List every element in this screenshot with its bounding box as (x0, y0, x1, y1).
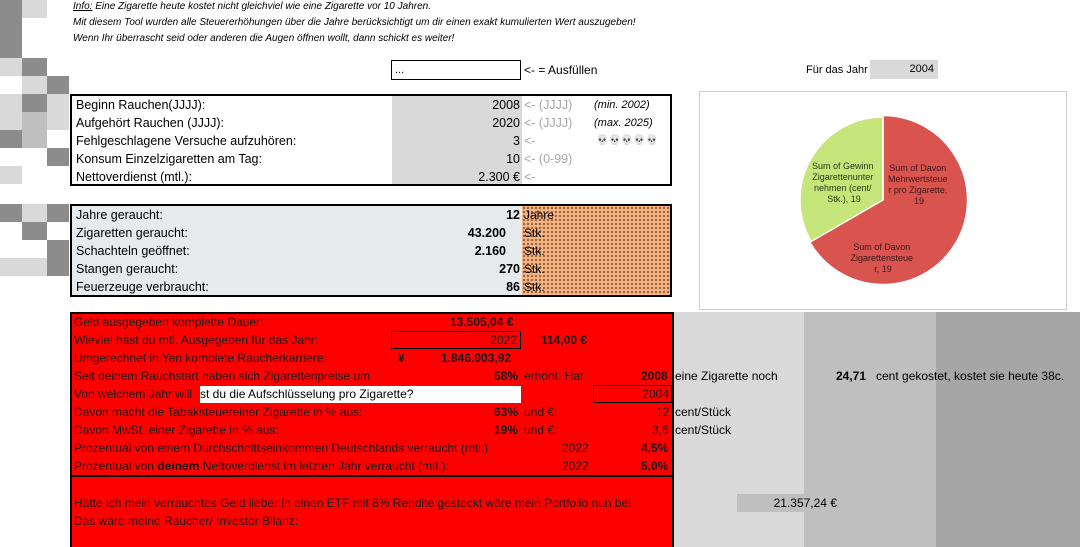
stats-value: 86 (506, 280, 520, 294)
r8-label: Prozentual von einem Durchschnittseinkommen Deutschlands verraucht (mtl.) (74, 441, 489, 455)
decor-cell (22, 58, 47, 76)
pie-chart (700, 92, 1066, 309)
results-divider (70, 475, 674, 477)
stats-value: 2.160 (474, 244, 506, 258)
r9-label-b: deinem (157, 459, 200, 473)
info-text-1: Eine Zigarette heute kostet nicht gleichviel wie eine Zigarette vor 10 Jahren. (95, 1, 431, 12)
gray-column (936, 312, 1080, 547)
decor-cell (0, 94, 22, 130)
decor-cell (0, 0, 22, 58)
decor-cell (22, 222, 47, 240)
r8-pct: 4,5% (641, 441, 669, 455)
input-table (70, 94, 672, 186)
r1-value: 13.505,04 € (450, 315, 514, 329)
r4-tail1: eine Zigarette noch (675, 369, 778, 383)
info-label: Info: (73, 1, 93, 12)
decor-cell (0, 166, 22, 184)
input-hint: <- (0-99) (524, 152, 573, 166)
r6-pct: 63% (494, 405, 519, 419)
stats-value: 43.200 (467, 226, 506, 240)
pie-label-steuer: Sum of Davon Zigarettensteue r, 19 (850, 242, 914, 274)
skull-icons: 💀💀💀💀💀 (596, 135, 659, 146)
r4-year: 2008 (641, 369, 668, 383)
year-select-label: Für das Jahr (806, 64, 868, 76)
r9-year: 2022 (562, 459, 589, 473)
r2-value: 114,00 € (541, 333, 588, 347)
stats-label: Stangen geraucht: (76, 262, 179, 276)
input-label: Fehlgeschlagene Versuche aufzuhören: (76, 134, 297, 148)
stats-table (70, 204, 672, 297)
r7-unit: cent/Stück (675, 423, 732, 437)
r7-label: Davon MwSt. einer Zigarette in % aus: (74, 423, 279, 437)
input-note: (max. 2025) (594, 117, 653, 129)
r2-year: 2022 (490, 333, 517, 347)
r4-tail2: cent gekostet, kostet sie heute 38c. (876, 369, 1065, 383)
input-value-per-day[interactable]: 10 (506, 152, 520, 166)
input-row (72, 132, 670, 150)
year-select-value: 2004 (909, 63, 934, 75)
input-hint: <- (524, 170, 536, 184)
r9-label (74, 457, 449, 475)
decor-cell (0, 258, 47, 276)
pie-chart-panel (699, 91, 1067, 310)
r3-value: 1.846.003,92 (441, 351, 512, 365)
input-value-stop-year[interactable]: 2020 (492, 116, 520, 130)
stats-unit: Stk. (524, 226, 545, 240)
r7-val: 3,6 (652, 423, 669, 437)
etf-value: 21.357,24 € (773, 496, 837, 510)
r3-label: Umgerechnet in Yen komplete Raucherkarriere: (74, 351, 327, 365)
stats-label: Zigaretten geraucht: (76, 226, 188, 240)
r5-question-box (200, 386, 521, 403)
name-input[interactable] (391, 60, 521, 80)
r1-label: Geld ausgegeben komplette Dauer: (74, 315, 264, 329)
r6-val: 12 (656, 405, 670, 419)
decor-cell (22, 204, 47, 222)
r5-year-input[interactable] (593, 385, 672, 403)
stats-unit: Stk. (524, 244, 545, 258)
decor-cell (22, 112, 47, 148)
stats-unit: Stk. (524, 262, 545, 276)
input-row (72, 168, 670, 186)
decor-cell (47, 94, 69, 130)
stats-row (72, 242, 670, 260)
decor-cell (0, 204, 22, 222)
year-select[interactable] (870, 60, 938, 79)
r5-label-b: st du die Aufschlüsselung pro Zigarette? (200, 387, 414, 401)
stats-row (72, 206, 670, 224)
r6-mid: und €: (524, 405, 558, 419)
input-label: Beginn Rauchen(JJJJ): (76, 98, 206, 112)
r6-label: Davon macht die Tabaksteuereiner Zigarette in % aus: (74, 405, 363, 419)
stats-row (72, 278, 670, 296)
decor-cell (47, 148, 69, 166)
input-label: Nettoverdienst (mtl.): (76, 170, 193, 184)
input-value-start-year[interactable]: 2008 (492, 98, 520, 112)
r7-mid: und €: (524, 423, 558, 437)
input-hint: <- (JJJJ) (524, 116, 573, 130)
r8-year: 2022 (562, 441, 589, 455)
input-value-attempts[interactable]: 3 (513, 134, 520, 148)
r6-unit: cent/Stück (675, 405, 732, 419)
stats-value: 12 (506, 208, 520, 222)
decor-cell (22, 0, 47, 18)
decor-cell (0, 58, 22, 76)
stats-label: Schachteln geöffnet: (76, 244, 190, 258)
bilanz-line: Das wäre meine Raucher/ Investor Bilanz: (74, 514, 299, 528)
input-hint: <- (JJJJ) (524, 98, 573, 112)
input-value-income[interactable]: 2.300 € (478, 170, 520, 184)
input-row (72, 96, 670, 114)
stats-label: Jahre geraucht: (76, 208, 163, 222)
info-line-1 (73, 0, 431, 14)
r3-symbol: ¥ (398, 351, 405, 365)
r5-label-a: Von welchem Jahr will (74, 387, 193, 401)
decor-cell (0, 130, 22, 148)
info-line-3: Wenn Ihr überrascht seid oder anderen die Augen öffnen wollt, dann schickt es weiter! (73, 33, 455, 44)
r9-label-a: Prozentual von (74, 459, 158, 473)
input-row (72, 114, 670, 132)
r2-year-input[interactable] (391, 331, 521, 349)
r9-label-c: Nettoverdienst im letzten Jahr verraucht (mtl.): (199, 459, 449, 473)
pie-label-mwst: Sum of Davon Mehrwertsteue r pro Zigarette, 19 (887, 163, 948, 206)
input-hint: <- (524, 134, 536, 148)
stats-unit: Jahre (524, 208, 555, 222)
stats-value: 270 (499, 262, 520, 276)
r4-pct: 58% (494, 369, 519, 383)
etf-line: Hätte ich mein verrauchtes Geld lieber in einen ETF mit 8% Rendite gesteckt wäre mein Portfolio nun bei (74, 496, 631, 510)
input-label: Konsum Einzelzigaretten am Tag: (76, 152, 262, 166)
decor-cell (47, 258, 69, 276)
r5-year: 2004 (642, 387, 669, 401)
stats-unit: Stk. (524, 280, 545, 294)
decor-cell (22, 94, 47, 112)
decor-cell (47, 76, 69, 94)
stats-row (72, 260, 670, 278)
r2-label: Wieviel hast du mtl. Ausgegeben für das Jahr: (74, 333, 319, 347)
r4-label: Seit deinem Rauchstart haben sich Zigarettenpreise um (74, 369, 371, 383)
r7-pct: 19% (494, 423, 519, 437)
input-label: Aufgehört Rauchen (JJJJ): (76, 116, 224, 130)
input-row (72, 150, 670, 168)
r9-pct: 5,0% (641, 459, 669, 473)
r4-cents: 24,71 (836, 369, 867, 383)
name-input-hint: <- = Ausfüllen (524, 63, 598, 77)
decor-cell (47, 204, 69, 222)
decor-cell (47, 240, 69, 258)
info-line-2: Mit diesem Tool wurden alle Steuererhöhungen über die Jahre berücksichtigt um dir einen exakt kumulierten Wert auszugeben! (73, 17, 636, 28)
r4-mid: erhöht. Hat (524, 369, 584, 383)
decor-cell (22, 76, 47, 94)
etf-value-box (737, 494, 843, 512)
pie-label-gewinn: Sum of Gewinn Zigarettenunter nehmen (cent/ Stk.), 19 (811, 161, 874, 204)
stats-row (72, 224, 670, 242)
input-note: (min. 2002) (594, 99, 650, 111)
stats-label: Feuerzeuge verbraucht: (76, 280, 209, 294)
name-input-value: ... (395, 64, 405, 76)
